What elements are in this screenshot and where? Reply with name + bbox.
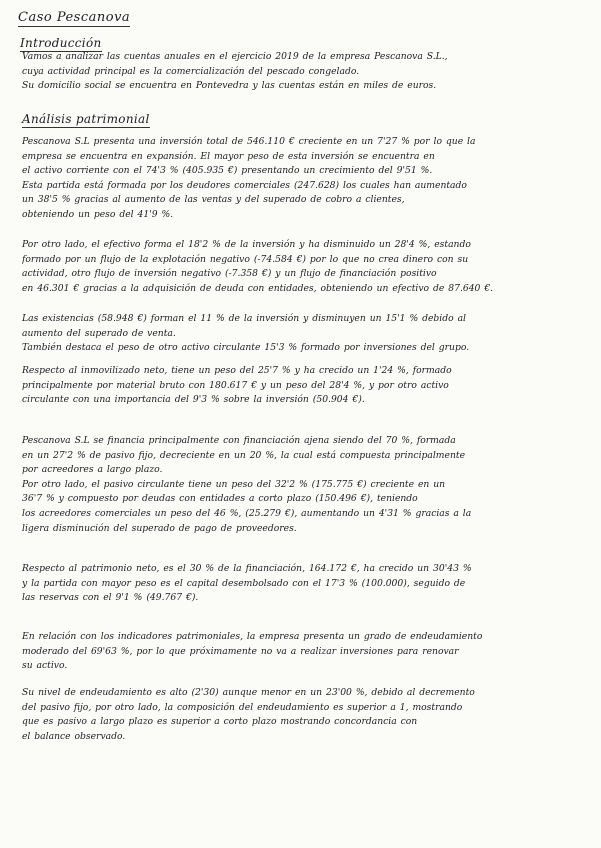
text-line: Su nivel de endeudamiento es alto (2'30) aunque menor en un 23'00 %, debido al decremento [22,687,475,698]
analysis-paragraph-7 [22,630,582,674]
analysis-paragraph-8 [22,686,582,744]
text-line: el activo corriente con el 74'3 % (405.935 €) presentando un crecimiento del 9'51 %. [22,165,433,177]
text-line: actividad, otro flujo de inversión negativo (-7.358 €) y un flujo de financiación positivo [22,268,437,280]
text-line: Las existencias (58.948 €) forman el 11 % de la inversión y disminuyen un 15'1 % debido al [22,313,466,324]
section-heading-analysis: Análisis patrimonial [22,112,150,126]
analysis-paragraph-3 [22,312,582,356]
text-line: el balance observado. [22,730,126,742]
text-line: Respecto al patrimonio neto, es el 30 % de la financiación, 164.172 €, ha crecido un 30'43 % [22,563,472,574]
text-line: 36'7 % y compuesto por deudas con entidades a corto plazo (150.496 €), teniendo [22,493,418,505]
analysis-paragraph-4 [22,364,582,408]
text-line: En relación con los indicadores patrimoniales, la empresa presenta un grado de endeudamiento [22,631,483,642]
text-line: principalmente por material bruto con 180.617 € y un peso del 28'4 %, y por otro activo [22,379,449,391]
analysis-paragraph-5 [22,434,582,536]
text-line: por acreedores a largo plazo. [22,464,163,476]
text-line: formado por un flujo de la explotación negativo (-74.584 €) por lo que no crea dinero con su [22,253,469,265]
text-line: circulante con una importancia del 9'3 % sobre la inversión (50.904 €). [22,394,365,406]
text-line: y la partida con mayor peso es el capital desembolsado con el 17'3 % (100.000), seguido de [22,577,466,589]
text-line: del pasivo fijo, por otro lado, la composición del endeudamiento es superior a 1, mostrando [22,701,463,713]
text-line: También destaca el peso de otro activo circulante 15'3 % formado por inversiones del grupo. [22,342,470,354]
text-line: Vamos a analizar las cuentas anuales en el ejercicio 2019 de la empresa Pescanova S.L., [22,51,448,62]
text-line: cuya actividad principal es la comercialización del pescado congelado. [22,65,360,77]
text-line: los acreedores comerciales un peso del 46 %, (25.279 €), aumentando un 4'31 % gracias a la [22,507,472,519]
text-line: ligera disminución del superado de pago de proveedores. [22,522,297,534]
text-line: obteniendo un peso del 41'9 %. [22,208,174,220]
analysis-paragraph-2 [22,238,582,296]
analysis-paragraph-6 [22,562,582,606]
text-line: moderado del 69'63 %, por lo que próximamente no va a realizar inversiones para renovar [22,645,459,657]
text-line: Pescanova S.L se financia principalmente con financiación ajena siendo del 70 %, formada [22,435,456,446]
text-line: Por otro lado, el pasivo circulante tiene un peso del 32'2 % (175.775 €) creciente en un [22,478,446,490]
text-line: que es pasivo a largo plazo es superior a corto plazo mostrando concordancia con [22,716,418,728]
text-line: las reservas con el 9'1 % (49.767 €). [22,592,199,604]
text-line: en 46.301 € gracias a la adquisición de deuda con entidades, obteniendo un efectivo de 87.640 €. [22,282,494,294]
text-line: su activo. [22,660,68,672]
text-line: Por otro lado, el efectivo forma el 18'2 % de la inversión y ha disminuido un 28'4 %, estando [22,239,471,250]
text-line: empresa se encuentra en expansión. El mayor peso de esta inversión se encuentra en [22,150,435,162]
text-line: Respecto al inmovilizado neto, tiene un peso del 25'7 % y ha crecido un 1'24 %, formado [22,365,452,376]
intro-paragraph [22,50,582,94]
text-line: Esta partida está formada por los deudores comerciales (247.628) los cuales han aumentado [22,179,467,191]
text-line: Su domicilio social se encuentra en Pontevedra y las cuentas están en miles de euros. [22,80,437,92]
text-line: Pescanova S.L presenta una inversión total de 546.110 € creciente en un 7'27 % por lo que la [22,136,476,147]
text-line: en un 27'2 % de pasivo fijo, decreciente en un 20 %, la cual está compuesta principalmente [22,449,466,461]
text-line: aumento del superado de venta. [22,327,176,339]
section-heading-introduction: Introducción [20,36,102,50]
analysis-paragraph-1 [22,135,582,223]
text-line: un 38'5 % gracias al aumento de las ventas y del superado de cobro a clientes, [22,194,405,206]
page-title: Caso Pescanova [18,10,131,25]
